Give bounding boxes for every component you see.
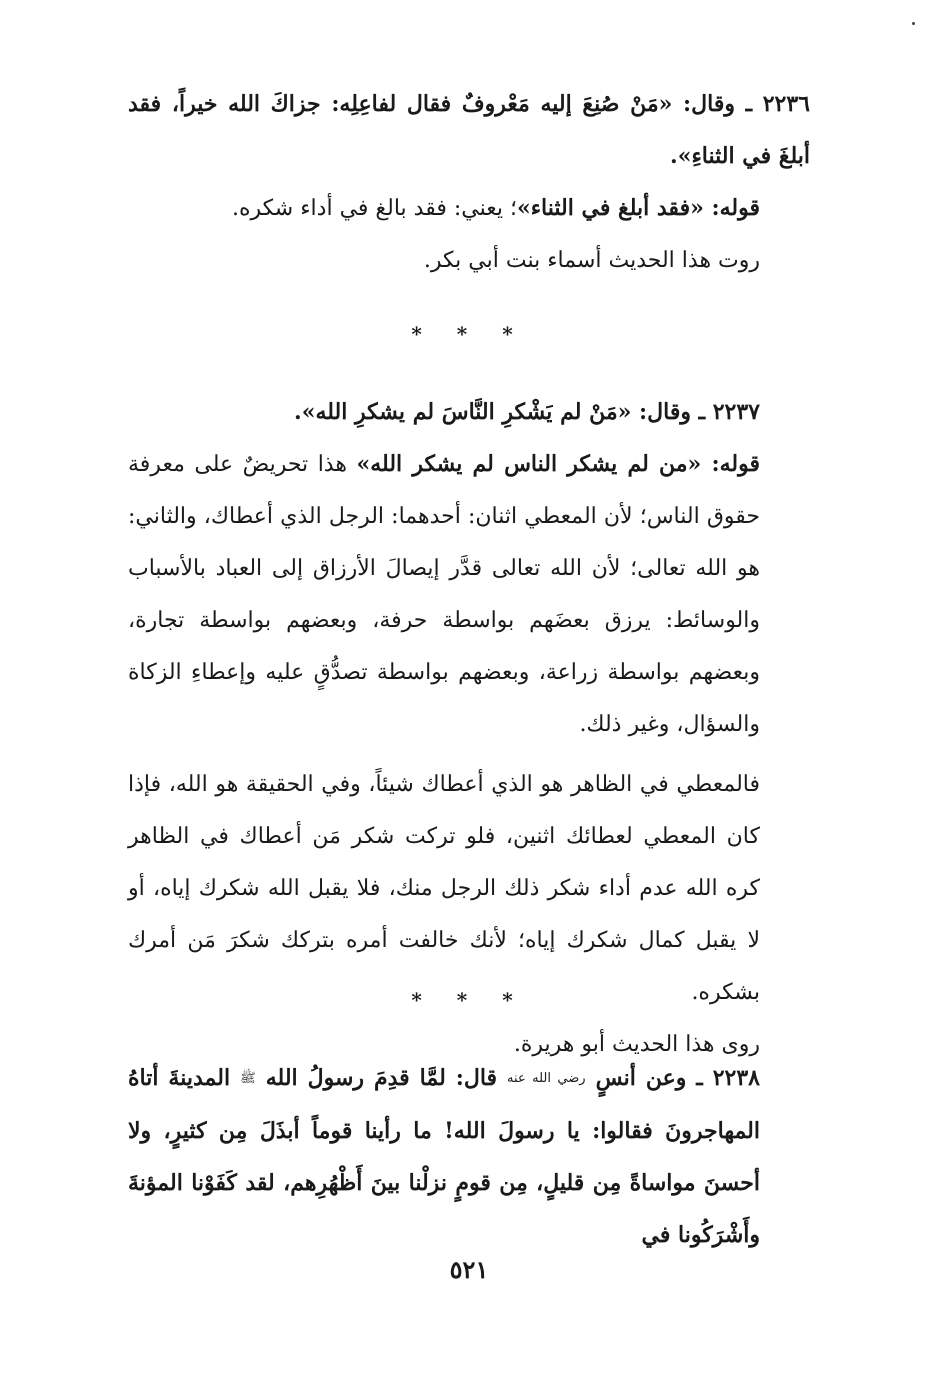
hadith-2237-text: ٢٢٣٧ ـ وقال: «مَنْ لم يَشْكرِ النَّاسَ لم يشكرِ الله».: [294, 399, 760, 425]
honorific-radiallahu: رضي الله عنه: [507, 1071, 586, 1086]
hadith-2236: [128, 78, 810, 287]
commentary-explanation: هذا تحريضٌ على معرفة حقوق الناس؛ لأن المعطي اثنان: أحدهما: الرجل الذي أعطاك، والثاني: هو الله تعالى؛ لأن الله تعالى قدَّر إيصالَ الأرزاق إلى العباد بالأسباب والوسائط: يرزق بعضَهم بواسطة حرفة، وبعضهم بواسطة تجارة، وبعضهم بواسطة زراعة، وبعضهم بواسطة تصدُّقٍ عليه وإعطاءِ الزكاة والسؤال، وغير ذلك.: [128, 452, 760, 737]
section-separator: * * *: [411, 988, 527, 1012]
page-number: ٥٢١: [449, 1255, 489, 1284]
commentary-quote: قوله: «فقد أبلغ في الثناء»: [516, 195, 760, 221]
hadith-2237: [128, 386, 810, 1071]
section-separator: * * *: [411, 322, 527, 346]
hadith-2237-commentary: [128, 438, 810, 751]
hadith-2238: [128, 1052, 810, 1261]
hadith-2238-continuation: قال: لمَّا قدِمَ رسولُ الله: [265, 1065, 508, 1091]
hadith-2236-commentary: [128, 182, 810, 235]
hadith-2236-text: ٢٢٣٦ ـ وقال: «مَنْ صُنِعَ إليه مَعْروفٌ فقال لفاعِلِه: جزاكَ الله خيراً، فقد أبلغَ في الثناءِ».: [128, 91, 810, 169]
hadith-2237-narrator: روى هذا الحديث أبو هريرة.: [513, 1032, 760, 1057]
hadith-2237-paragraph-2: فالمعطي في الظاهر هو الذي أعطاك شيئاً، وفي الحقيقة هو الله، فإذا كان المعطي لعطائك اثنين، فلو تركت شكر مَن أعطاك في الظاهر كره الله عدم أداء شكر ذلك الرجل منك، فلا يقبل الله شكرك إياه، أو لا يقبل كمال شكرك إياه؛ لأنك خالفت أمره بتركك شكرَ مَن أمرك بشكره.: [128, 772, 760, 1005]
honorific-salla: ﷺ: [240, 1071, 256, 1086]
hadith-2236-narrator: روت هذا الحديث أسماء بنت أبي بكر.: [423, 248, 760, 273]
hadith-2238-body: المدينةَ أتاهُ المهاجرونَ فقالوا: يا رسولَ الله! ما رأينا قوماً أبذَلَ مِن كثيرٍ، ولا أحسنَ مواساةً مِن قليلٍ، مِن قومٍ نزلْنا بينَ أَظْهُرِهم، لقد كَفَوْنا المؤنةَ وأَشْرَكُونا في: [128, 1065, 760, 1248]
commentary-explanation: ؛ يعني: فقد بالغ في أداء شكره.: [231, 196, 517, 221]
scan-speck: [912, 22, 915, 25]
commentary-quote: قوله: «من لم يشكر الناس لم يشكر الله»: [356, 451, 760, 477]
hadith-2238-opening: ٢٢٣٨ ـ وعن أنسٍ: [595, 1065, 760, 1091]
hadith-2238-text: [128, 1052, 810, 1261]
